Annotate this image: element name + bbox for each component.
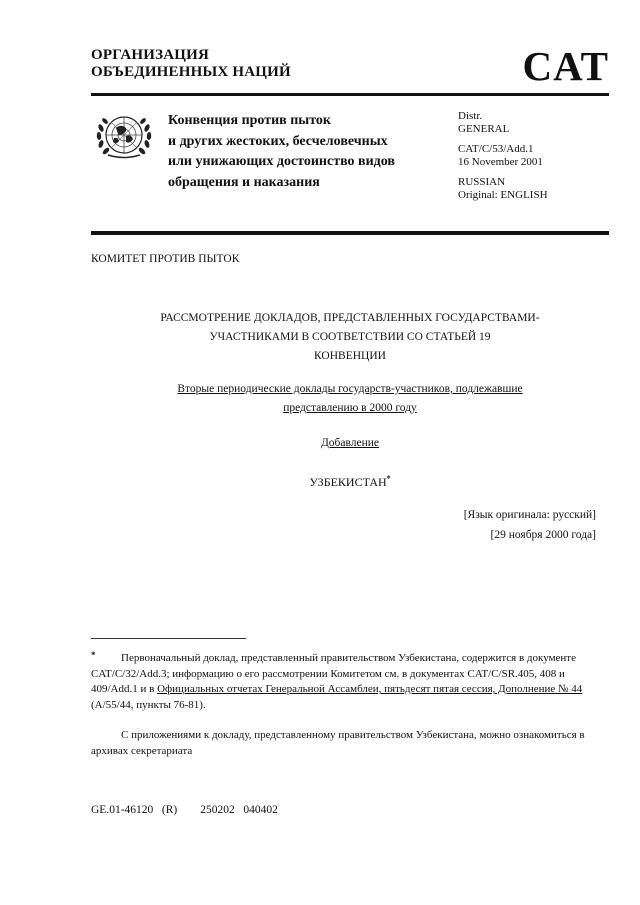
language-note: [Язык оригинала: русский] xyxy=(463,509,596,521)
distribution-block xyxy=(458,110,548,209)
date-note: [29 ноября 2000 года] xyxy=(490,528,596,541)
document-symbol: CAT/C/53/Add.1 xyxy=(458,143,534,155)
main-title-line: КОНВЕНЦИИ xyxy=(314,350,386,362)
footnote-mark: * xyxy=(91,650,96,660)
country-name: УЗБЕКИСТАН xyxy=(309,475,387,489)
footnote-paragraph-2: С приложениями к докладу, представленному правительством Узбекистана, можно ознакомиться в архивах секретариата xyxy=(91,729,585,757)
header-rule-top xyxy=(91,93,609,96)
organization-name xyxy=(91,47,291,81)
footnote-text-end: (A/55/44, пункты 76-81). xyxy=(91,698,206,711)
footnote xyxy=(91,648,603,759)
sub-title-line: Вторые периодические доклады государств-участников, подлежавшие xyxy=(177,383,523,395)
date-code-2: 040402 xyxy=(243,804,278,816)
organization-name-line1: ОРГАНИЗАЦИЯ xyxy=(91,47,210,63)
official-records-reference: Официальных отчетах Генеральной Ассамблеи, пятьдесят пятая сессия, Дополнение № 44 xyxy=(157,683,583,695)
document-language: RUSSIAN xyxy=(458,176,506,188)
header-rule-bottom xyxy=(91,231,609,235)
main-title-line: УЧАСТНИКАМИ В СООТВЕТСТВИИ СО СТАТЬЕЙ 19 xyxy=(209,331,491,343)
addendum-text: Добавление xyxy=(320,437,380,449)
date-code-1: 250202 xyxy=(200,804,235,816)
job-number: GE.01-46120 xyxy=(91,804,154,816)
sub-title xyxy=(91,380,609,418)
original-language: Original: ENGLISH xyxy=(458,188,548,201)
convention-title xyxy=(168,111,395,193)
document-date: 16 November 2001 xyxy=(458,155,543,168)
distr-label: Distr. xyxy=(458,110,483,122)
document-job-code xyxy=(91,803,278,817)
footnote-text: Первоначальный доклад, представленный правительством Узбекистана, содержится в документе CAT/C/32/Add.3; информацию о его рассмотрении Комитетом см. в документах CAT/C/SR.405, 408 и 409/Add.1 и в xyxy=(91,652,576,695)
footnote-reference[interactable]: * xyxy=(386,474,391,483)
distr-value: GENERAL xyxy=(458,122,510,135)
footnote-separator xyxy=(91,638,246,639)
symbol-date-group xyxy=(458,143,548,168)
footnote-paragraph-1 xyxy=(91,648,603,713)
convention-title-line: и других жестоких, бесчеловечных xyxy=(168,133,388,149)
distribution-group xyxy=(458,110,548,135)
country-heading xyxy=(91,471,609,490)
convention-title-line: обращения и наказания xyxy=(168,174,320,190)
document-series-symbol: CAT xyxy=(522,43,609,89)
convention-title-line: или унижающих достоинство видов xyxy=(168,154,395,169)
main-title-line: РАССМОТРЕНИЕ ДОКЛАДОВ, ПРЕДСТАВЛЕННЫХ ГОСУДАРСТВАМИ- xyxy=(160,312,540,324)
main-title xyxy=(91,309,609,366)
organization-name-line2: ОБЪЕДИНЕННЫХ НАЦИЙ xyxy=(91,64,291,80)
sub-title-line: представлению в 2000 году xyxy=(283,402,417,414)
language-group xyxy=(458,176,548,201)
addendum-label xyxy=(91,436,609,450)
committee-name: КОМИТЕТ ПРОТИВ ПЫТОК xyxy=(91,253,240,265)
original-language-note xyxy=(464,506,596,545)
convention-title-line: Конвенция против пыток xyxy=(168,113,331,128)
language-code: (R) xyxy=(161,804,178,816)
un-emblem-icon xyxy=(94,108,154,162)
